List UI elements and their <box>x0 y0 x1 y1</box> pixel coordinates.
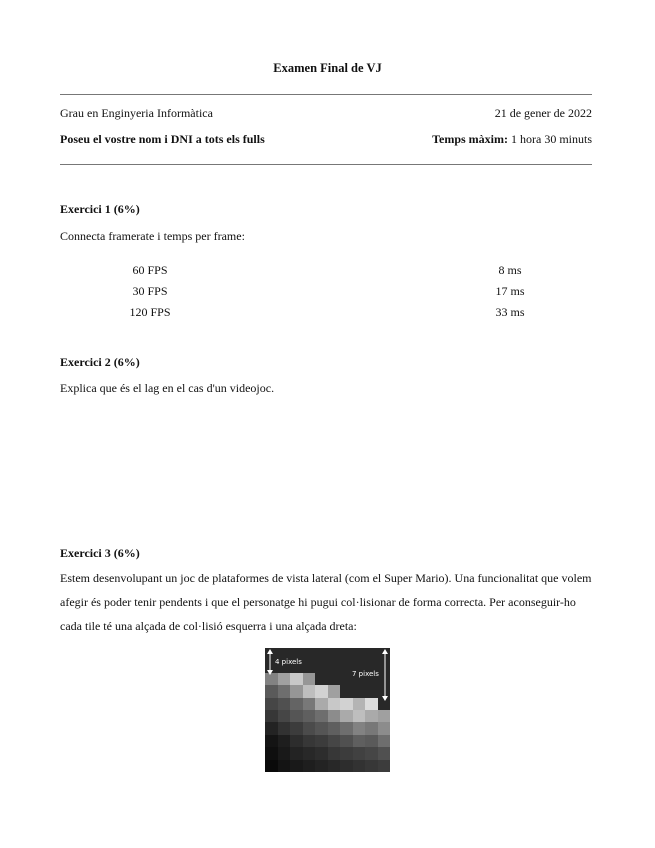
left-arrow-head-bottom <box>267 670 273 675</box>
exam-date: 21 de gener de 2022 <box>494 106 592 120</box>
exercise-1-prompt: Connecta framerate i temps per frame: <box>60 229 245 243</box>
bottom-divider <box>60 164 592 165</box>
right-arrow-head-bottom <box>382 696 388 701</box>
frametime-option: 8 ms <box>498 263 522 277</box>
matching-table <box>100 263 540 326</box>
exercise-2-prompt: Explica que és el lag en el cas d'un videojoc. <box>60 381 275 395</box>
time-limit-value: 1 hora 30 minuts <box>508 132 592 146</box>
time-limit <box>432 132 592 147</box>
framerate-option: 60 FPS <box>132 263 168 277</box>
time-limit-label: Temps màxim: <box>432 132 508 146</box>
right-arrow-head-top <box>382 649 388 654</box>
degree-name: Grau en Enginyeria Informàtica <box>60 106 213 120</box>
matching-row <box>100 305 540 326</box>
right-height-label: 7 pixels <box>352 670 379 678</box>
exercise-3-prompt: Estem desenvolupant un joc de plataformes de vista lateral (com el Super Mario). Una funcionalitat que volem afegir és poder tenir pendents i que el personatge hi pugui col·lisionar de forma correcta. Per aconseguir-ho cada tile té una alçada de col·lisió esquerra i una alçada dreta: <box>60 571 592 633</box>
instructions-text: Poseu el vostre nom i DNI a tots els fulls <box>60 132 265 146</box>
exercise-3-heading: Exercici 3 (6%) <box>60 546 140 560</box>
header-row-1 <box>60 106 592 121</box>
matching-row <box>100 284 540 305</box>
matching-row <box>100 263 540 284</box>
left-arrow-head-top <box>267 649 273 654</box>
framerate-option: 120 FPS <box>129 305 171 319</box>
exercise-2-heading: Exercici 2 (6%) <box>60 355 140 369</box>
framerate-option: 30 FPS <box>132 284 168 298</box>
top-divider <box>60 94 592 95</box>
frametime-option: 33 ms <box>495 305 525 319</box>
exam-title: Examen Final de VJ <box>273 61 382 75</box>
frametime-option: 17 ms <box>495 284 525 298</box>
height-arrows <box>265 648 390 772</box>
header-row-2 <box>60 132 592 147</box>
left-height-label: 4 pixels <box>275 658 302 666</box>
tile-collision-figure <box>265 648 390 772</box>
exercise-1-heading: Exercici 1 (6%) <box>60 202 140 216</box>
